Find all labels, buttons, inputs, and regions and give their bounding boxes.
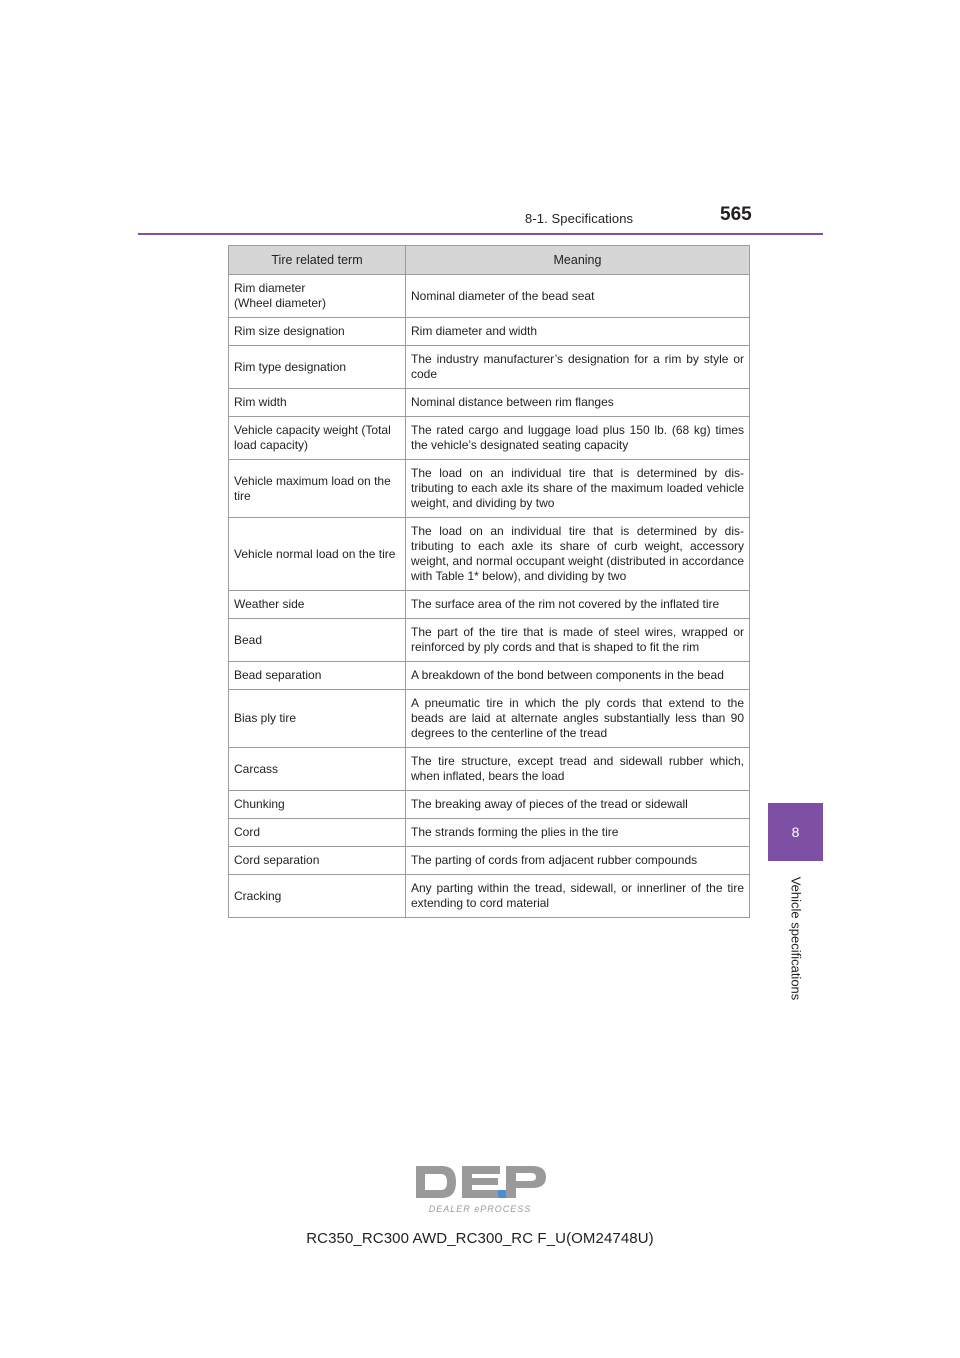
term-cell: Rim diameter (Wheel diameter) [229, 275, 406, 318]
term-cell: Bead [229, 619, 406, 662]
table-row [229, 591, 750, 619]
term-cell: Vehicle normal load on the tire [229, 518, 406, 591]
document-code: RC350_RC300 AWD_RC300_RC F_U(OM24748U) [306, 1230, 654, 1247]
meaning-cell: Rim diameter and width [406, 318, 750, 346]
table-row [229, 518, 750, 591]
header-divider [138, 233, 823, 235]
term-cell: Bias ply tire [229, 690, 406, 748]
term-cell: Weather side [229, 591, 406, 619]
table-header-row [229, 246, 750, 275]
table-row [229, 619, 750, 662]
meaning-cell: A breakdown of the bond between components in the bead [406, 662, 750, 690]
table-body [229, 275, 750, 918]
table-row [229, 875, 750, 918]
term-cell: Rim type designation [229, 346, 406, 389]
chapter-number: 8 [791, 824, 800, 840]
table-row [229, 748, 750, 791]
table-row [229, 417, 750, 460]
table-row [229, 460, 750, 518]
logo-tagline: DEALER ePROCESS [428, 1204, 532, 1214]
term-cell: Vehicle capacity weight (Total load capacity) [229, 417, 406, 460]
dealer-eprocess-logo [412, 1160, 548, 1218]
term-cell: Bead separation [229, 662, 406, 690]
meaning-cell: The strands forming the plies in the tire [406, 819, 750, 847]
meaning-cell: Any parting within the tread, sidewall, or innerliner of the tire extending to cord material [406, 875, 750, 918]
term-cell: Cord [229, 819, 406, 847]
column-header-meaning: Meaning [406, 246, 750, 275]
table-row [229, 346, 750, 389]
dep-logo-letters [416, 1166, 546, 1198]
page-number: 565 [720, 204, 752, 225]
meaning-cell: A pneumatic tire in which the ply cords that extend to the beads are laid at alternate angles substantially less than 90 degrees to the centerline of the tread [406, 690, 750, 748]
table-row [229, 791, 750, 819]
term-cell: Cord separation [229, 847, 406, 875]
meaning-cell: The industry manufacturer’s designation for a rim by style or code [406, 346, 750, 389]
term-cell: Vehicle maximum load on the tire [229, 460, 406, 518]
table-row [229, 690, 750, 748]
term-cell: Carcass [229, 748, 406, 791]
chapter-title: Vehicle specifications [788, 876, 804, 1000]
meaning-cell: The load on an individual tire that is determined by dis-tributing to each axle its share of the maximum loaded vehicle weight, and dividing by two [406, 460, 750, 518]
meaning-cell: The parting of cords from adjacent rubber compounds [406, 847, 750, 875]
meaning-cell: Nominal diameter of the bead seat [406, 275, 750, 318]
term-cell: Chunking [229, 791, 406, 819]
chapter-title-vertical [784, 868, 808, 1008]
table-row [229, 662, 750, 690]
meaning-cell: The surface area of the rim not covered by the inflated tire [406, 591, 750, 619]
tire-terms-table [228, 245, 750, 918]
term-cell: Rim width [229, 389, 406, 417]
table-row [229, 389, 750, 417]
table-row [229, 275, 750, 318]
meaning-cell: The tire structure, except tread and sidewall rubber which, when inflated, bears the load [406, 748, 750, 791]
meaning-cell: The load on an individual tire that is determined by dis-tributing to each axle its share of curb weight, accessory weight, and normal occupant weight (distributed in accordance with Table 1* below), and dividing by two [406, 518, 750, 591]
meaning-cell: The part of the tire that is made of steel wires, wrapped or reinforced by ply cords and that is shaped to fit the rim [406, 619, 750, 662]
table-row [229, 847, 750, 875]
meaning-cell: The rated cargo and luggage load plus 150 lb. (68 kg) times the vehicle’s designated seating capacity [406, 417, 750, 460]
column-header-term: Tire related term [229, 246, 406, 275]
meaning-cell: The breaking away of pieces of the tread or sidewall [406, 791, 750, 819]
logo-accent [498, 1190, 506, 1198]
section-title: 8-1. Specifications [525, 211, 634, 226]
table-row [229, 819, 750, 847]
term-cell: Cracking [229, 875, 406, 918]
table-row [229, 318, 750, 346]
chapter-tab[interactable] [768, 803, 823, 861]
meaning-cell: Nominal distance between rim flanges [406, 389, 750, 417]
term-cell: Rim size designation [229, 318, 406, 346]
